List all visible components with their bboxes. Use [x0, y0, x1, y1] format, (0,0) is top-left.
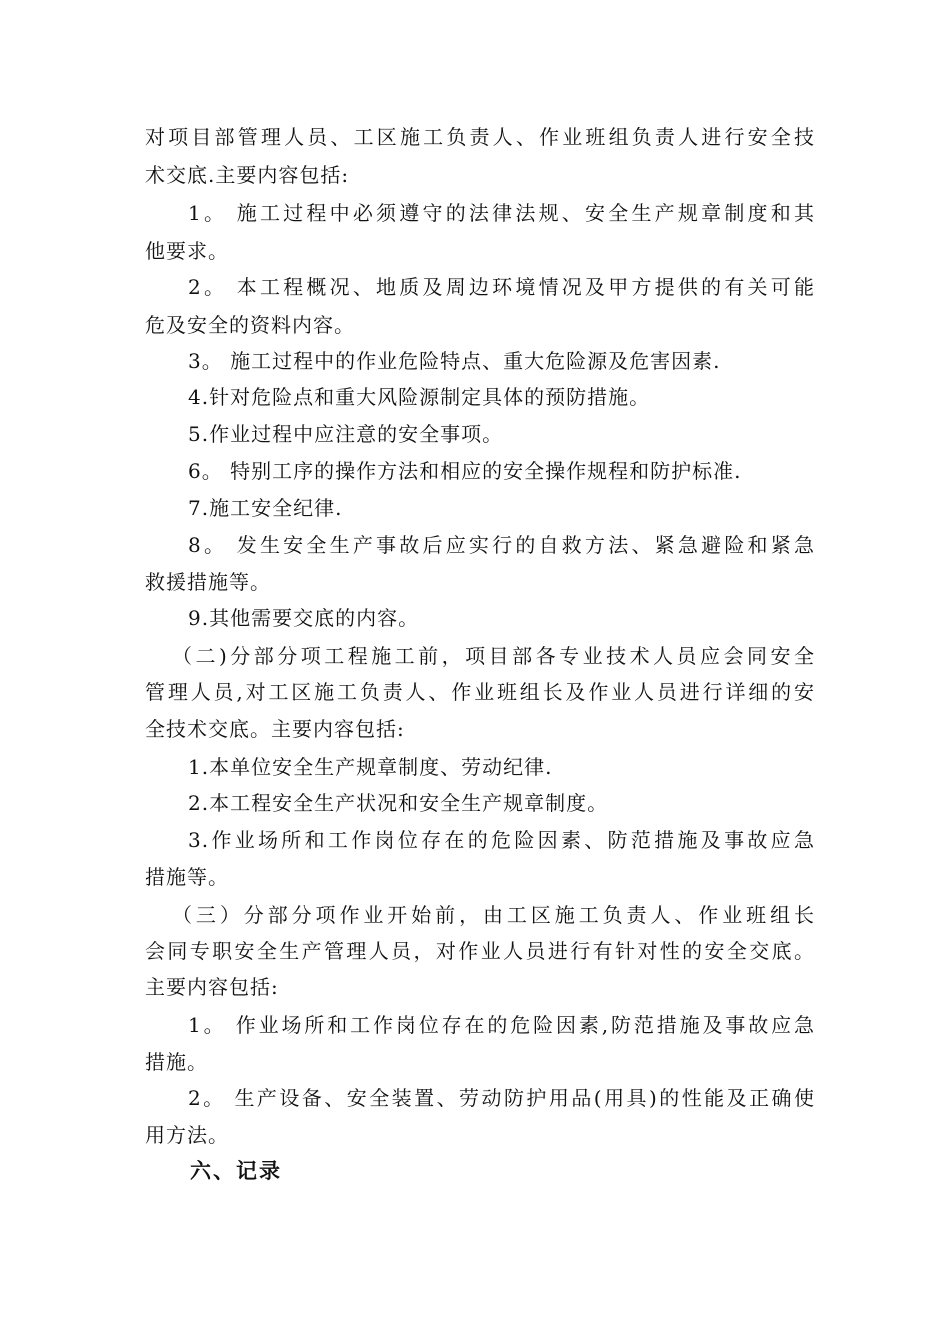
list-item: 9.其他需要交底的内容。	[188, 606, 420, 630]
text-line: 他要求。	[145, 239, 229, 263]
list-item: 3。 施工过程中的作业危险特点、重大危险源及危害因素.	[188, 349, 721, 373]
text-line: 术交底.主要内容包括:	[145, 163, 350, 187]
list-item: 1。 作业场所和工作岗位存在的危险因素,防范措施及事故应急	[188, 1013, 815, 1037]
text-line: 全技术交底。主要内容包括:	[145, 717, 405, 741]
text-line: 用方法。	[145, 1123, 229, 1147]
text-line: 对项目部管理人员、工区施工负责人、作业班组负责人进行安全技	[145, 125, 815, 149]
list-item: 2。 生产设备、安全装置、劳动防护用品(用具)的性能及正确使	[188, 1086, 815, 1110]
section-heading: 六、记录	[190, 1159, 282, 1183]
list-item: 1。 施工过程中必须遵守的法律法规、安全生产规章制度和其	[188, 201, 815, 225]
list-item: 5.作业过程中应注意的安全事项。	[188, 422, 504, 446]
text-line: 措施等。	[145, 865, 229, 889]
list-item: 7.施工安全纪律.	[188, 496, 343, 520]
text-line: 救援措施等。	[145, 570, 271, 594]
text-line: 危及安全的资料内容。	[145, 313, 355, 337]
text-line: 会同专职安全生产管理人员，对作业人员进行有针对性的安全交底。	[145, 939, 815, 963]
text-line: 管理人员,对工区施工负责人、作业班组长及作业人员进行详细的安	[145, 680, 815, 704]
list-item: 1.本单位安全生产规章制度、劳动纪律.	[188, 755, 553, 779]
list-item: 4.针对危险点和重大风险源制定具体的预防措施。	[188, 385, 651, 409]
list-item: 2.本工程安全生产状况和安全生产规章制度。	[188, 791, 609, 815]
list-item: 8。 发生安全生产事故后应实行的自救方法、紧急避险和紧急	[188, 533, 815, 557]
list-item: 2。 本工程概况、地质及周边环境情况及甲方提供的有关可能	[188, 275, 815, 299]
list-item: 3.作业场所和工作岗位存在的危险因素、防范措施及事故应急	[188, 828, 815, 852]
section-paragraph: （二)分部分项工程施工前，项目部各专业技术人员应会同安全	[172, 644, 815, 668]
text-line: 主要内容包括:	[145, 975, 279, 999]
list-item: 6。 特别工序的操作方法和相应的安全操作规程和防护标准.	[188, 459, 742, 483]
text-line: 措施。	[145, 1050, 208, 1074]
section-paragraph: （三）分部分项作业开始前，由工区施工负责人、作业班组长	[172, 903, 815, 927]
